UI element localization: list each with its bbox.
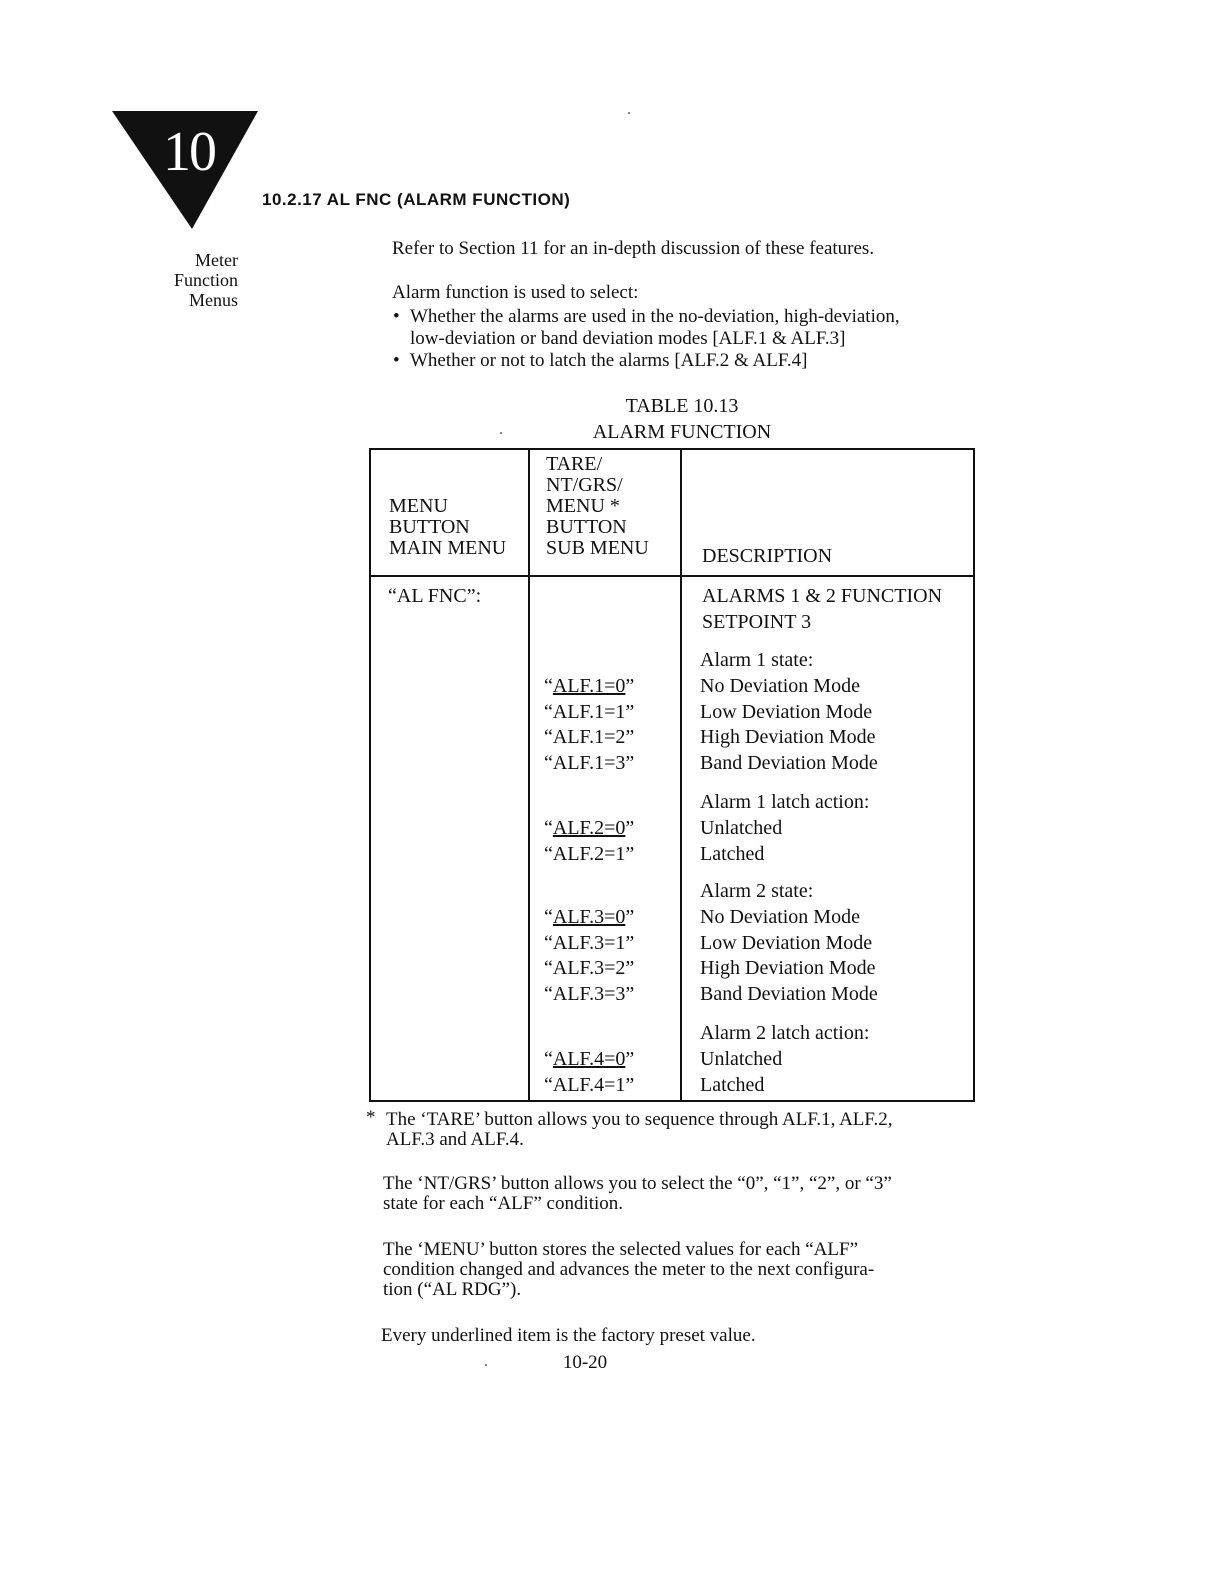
header-description: DESCRIPTION <box>702 545 833 567</box>
sub-menu-codes <box>544 905 634 1007</box>
default-code: ALF.1=0 <box>552 675 626 697</box>
header-divider <box>371 575 973 577</box>
side-label-line: Meter <box>195 250 238 270</box>
descriptions <box>700 816 782 867</box>
footnote-line: The ‘NT/GRS’ button allows you to select the “0”, “1”, “2”, or “3” <box>383 1173 892 1194</box>
footnote-tare <box>386 1110 892 1150</box>
code: ALF.1=1 <box>552 700 626 723</box>
page-number: 10-20 <box>562 1352 608 1373</box>
sub-menu-codes <box>544 816 634 867</box>
footnote-line: The ‘TARE’ button allows you to sequence through ALF.1, ALF.2, <box>386 1109 893 1130</box>
table-row-desc: High Deviation Mode <box>700 957 876 980</box>
table-row-code: “ALF.1=1” <box>544 700 635 723</box>
table-row-code: “ALF.3=2” <box>544 957 635 980</box>
code: ALF.3=2 <box>552 957 626 980</box>
underline-note: Every underlined item is the factory preset value. <box>381 1325 756 1346</box>
table-row-code: “ALF.1=0” <box>544 675 635 697</box>
table-row-desc: Low Deviation Mode <box>700 931 873 954</box>
desc-intro-line: ALARMS 1 & 2 FUNCTION <box>702 585 943 607</box>
group-title: Alarm 2 latch action: <box>700 1022 870 1044</box>
sub-menu-codes <box>544 674 634 776</box>
table-row-code: “ALF.3=0” <box>544 906 635 928</box>
table-row-desc: No Deviation Mode <box>700 675 860 697</box>
footnote-star: * <box>366 1107 376 1128</box>
code: ALF.1=2 <box>552 726 626 749</box>
code: ALF.3=1 <box>552 931 626 954</box>
table-row-code: “ALF.3=1” <box>544 931 635 954</box>
side-label-line: Menus <box>189 290 238 310</box>
header-line: TARE/ <box>546 453 603 475</box>
feature-list <box>392 306 992 372</box>
chapter-number: 10 <box>163 121 215 183</box>
table-row-desc: No Deviation Mode <box>700 906 860 928</box>
table-name: ALARM FUNCTION <box>592 421 772 443</box>
footnote-line: condition changed and advances the meter to the next configura- <box>383 1259 875 1280</box>
header-main-menu <box>389 496 506 559</box>
section-heading: 10.2.17 AL FNC (ALARM FUNCTION) <box>262 190 571 209</box>
table-row-desc: Low Deviation Mode <box>700 700 873 723</box>
side-label <box>140 250 238 310</box>
table-row-code: “ALF.4=0” <box>544 1048 635 1070</box>
table-number: TABLE 10.13 <box>625 395 739 417</box>
bullet-icon: • <box>393 350 400 371</box>
table-row-desc: Latched <box>700 1073 765 1096</box>
bullet-icon: • <box>393 306 400 327</box>
table-row-desc: Band Deviation Mode <box>700 982 878 1005</box>
footnote-line: tion (“AL RDG”). <box>383 1279 522 1300</box>
code: ALF.2=1 <box>552 842 626 865</box>
table-row-desc: Band Deviation Mode <box>700 751 878 774</box>
scan-speck <box>628 112 630 114</box>
side-label-line: Function <box>173 270 238 290</box>
table-row-code: “ALF.2=1” <box>544 842 635 865</box>
descriptions <box>700 1047 782 1098</box>
table-row-desc: Unlatched <box>700 1048 783 1070</box>
header-line: MENU * <box>546 495 620 517</box>
desc-intro-line: SETPOINT 3 <box>702 610 812 633</box>
table-row-code: “ALF.1=2” <box>544 726 635 749</box>
header-line: MAIN MENU <box>389 537 507 559</box>
column-divider <box>528 450 530 1100</box>
list-item-text: Whether the alarms are used in the no-deviation, high-deviation, <box>410 306 900 327</box>
column-divider <box>680 450 682 1100</box>
header-line: NT/GRS/ <box>546 474 623 496</box>
code: ALF.3=3 <box>552 982 626 1005</box>
footnote-ntgrs <box>383 1174 892 1214</box>
footnote-line: state for each “ALF” condition. <box>383 1193 624 1214</box>
table-row-desc: Unlatched <box>700 817 783 839</box>
table-row-code: “ALF.1=3” <box>544 751 635 774</box>
footnote-menu <box>383 1240 874 1300</box>
header-line: BUTTON <box>546 516 627 538</box>
header-line: BUTTON <box>389 516 470 538</box>
table-row-desc: High Deviation Mode <box>700 726 876 749</box>
list-item-text: low-deviation or band deviation modes [ALF.1 & ALF.3] <box>410 328 846 349</box>
table-row-code: “ALF.4=1” <box>544 1073 635 1096</box>
group-title: Alarm 1 state: <box>700 649 814 671</box>
desc-intro <box>702 584 942 635</box>
main-menu-value: “AL FNC”: <box>388 585 482 607</box>
header-sub-menu <box>546 454 649 559</box>
header-line: MENU <box>389 495 448 517</box>
table-title <box>470 393 894 445</box>
list-item-text: Whether or not to latch the alarms [ALF.2 & ALF.4] <box>410 350 808 371</box>
descriptions <box>700 905 878 1007</box>
sub-menu-codes <box>544 1047 634 1098</box>
footnote-line: The ‘MENU’ button stores the selected values for each “ALF” <box>383 1239 859 1260</box>
alarm-function-table <box>369 448 975 1102</box>
group-title: Alarm 1 latch action: <box>700 791 870 813</box>
default-code: ALF.4=0 <box>552 1048 626 1070</box>
table-row-desc: Latched <box>700 842 765 865</box>
alarm-intro: Alarm function is used to select: <box>392 282 639 303</box>
table-row-code: “ALF.3=3” <box>544 982 635 1005</box>
list-item <box>392 306 992 350</box>
list-item <box>392 350 992 372</box>
descriptions <box>700 674 878 776</box>
table-row-code: “ALF.2=0” <box>544 817 635 839</box>
default-code: ALF.3=0 <box>552 906 626 928</box>
scan-speck <box>500 432 502 434</box>
code: ALF.1=3 <box>552 751 626 774</box>
code: ALF.4=1 <box>552 1073 626 1096</box>
default-code: ALF.2=0 <box>552 817 626 839</box>
scan-speck <box>485 1364 487 1366</box>
footnote-line: ALF.3 and ALF.4. <box>386 1129 524 1150</box>
intro-paragraph: Refer to Section 11 for an in-depth discussion of these features. <box>392 238 875 259</box>
header-line: SUB MENU <box>546 537 649 559</box>
group-title: Alarm 2 state: <box>700 880 814 902</box>
